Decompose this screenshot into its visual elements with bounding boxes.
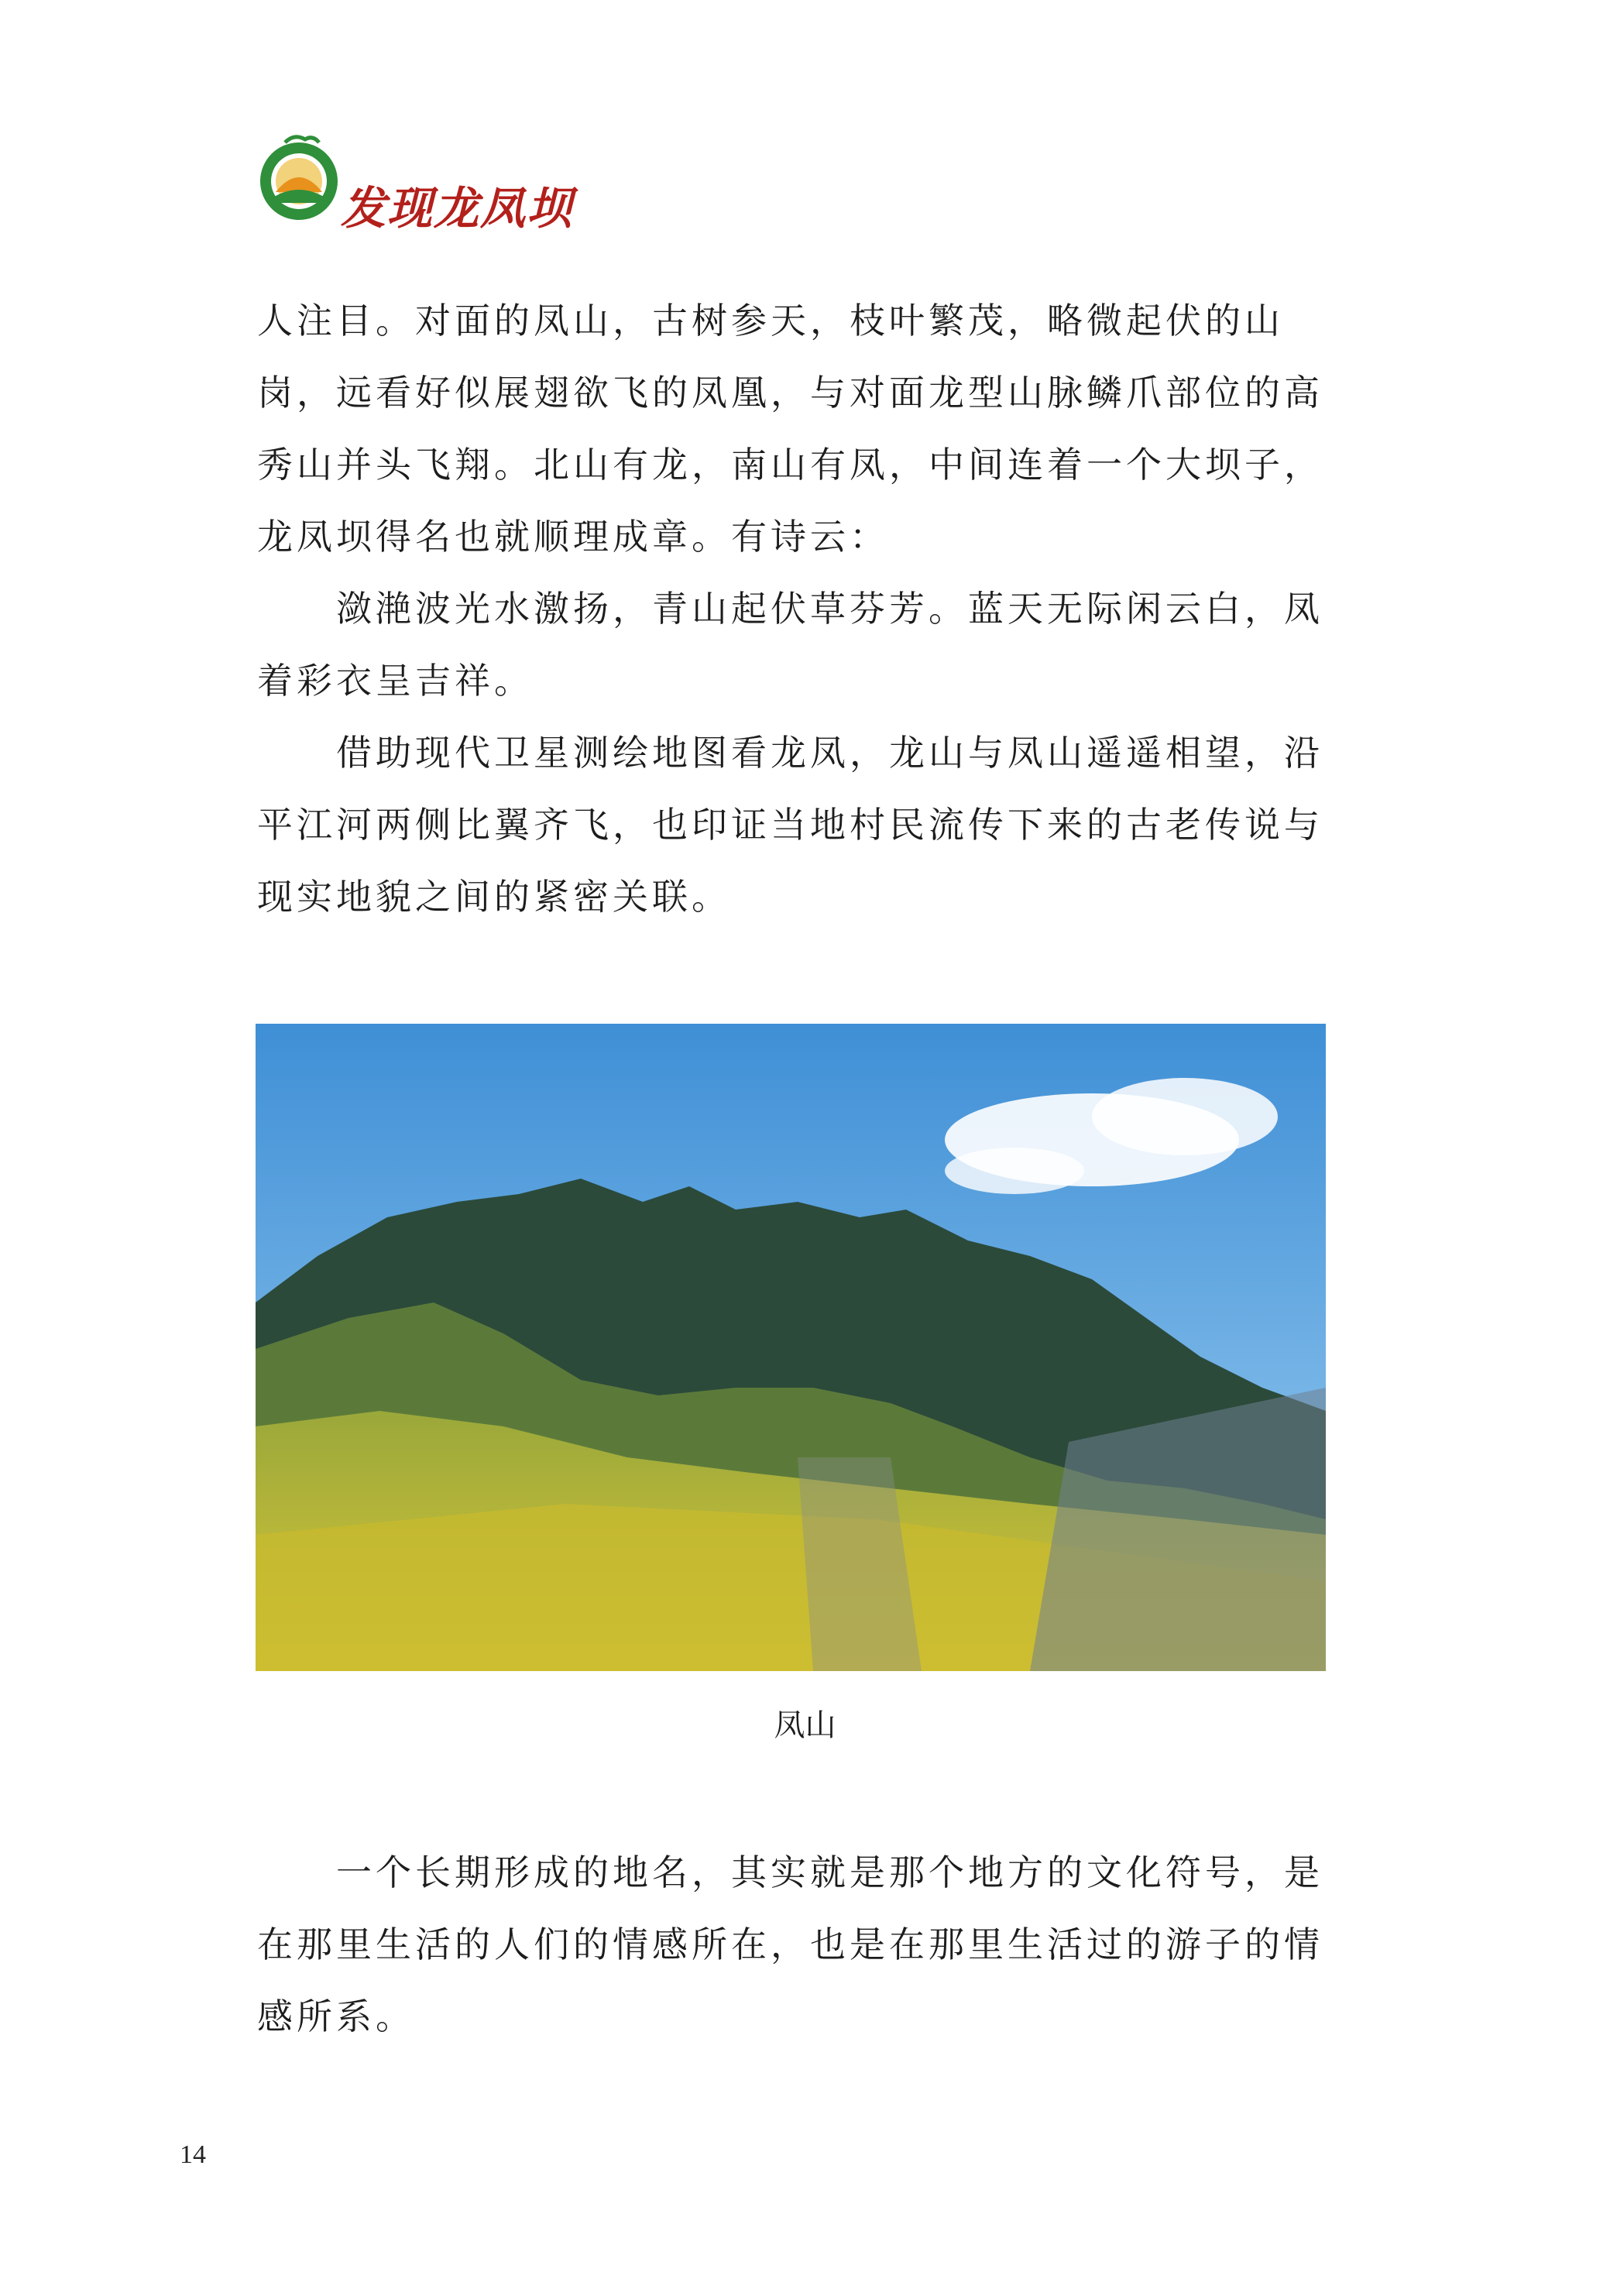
text-line: 在那里生活的人们的情感所在，也是在那里生活过的游子的情 (257, 1924, 1323, 1965)
text-line: 潋滟波光水激扬，青山起伏草芬芳。蓝天无际闲云白，凤 (336, 588, 1323, 630)
body-text-bottom (257, 1837, 1326, 2053)
text-line: 现实地貌之间的紧密关联。 (257, 876, 731, 918)
logo-title: 发现龙凤坝 (341, 182, 574, 235)
text-line: 着彩衣呈吉祥。 (257, 660, 534, 702)
text-line: 龙凤坝得名也就顺理成章。有诗云： (257, 516, 889, 558)
logo-emblem-icon (254, 132, 347, 225)
fengshan-photo (256, 1024, 1326, 1671)
text-line: 感所系。 (257, 1996, 415, 2037)
header-logo (254, 132, 610, 235)
body-text-top (257, 285, 1326, 933)
photo-caption: 凤山 (774, 1707, 836, 1743)
text-line: 人注目。对面的凤山，古树参天，枝叶繁茂，略微起伏的山 (257, 300, 1284, 341)
text-line: 岗，远看好似展翅欲飞的凤凰，与对面龙型山脉鳞爪部位的高 (257, 372, 1323, 414)
landscape-image (256, 1024, 1326, 1671)
page-number: 14 (180, 2140, 206, 2169)
text-line: 一个长期形成的地名，其实就是那个地方的文化符号，是 (336, 1852, 1323, 1893)
text-line: 平江河两侧比翼齐飞，也印证当地村民流传下来的古老传说与 (257, 804, 1323, 846)
text-line: 借助现代卫星测绘地图看龙凤，龙山与凤山遥遥相望，沿 (336, 732, 1323, 774)
text-line: 秀山并头飞翔。北山有龙，南山有凤，中间连着一个大坝子， (257, 444, 1323, 486)
